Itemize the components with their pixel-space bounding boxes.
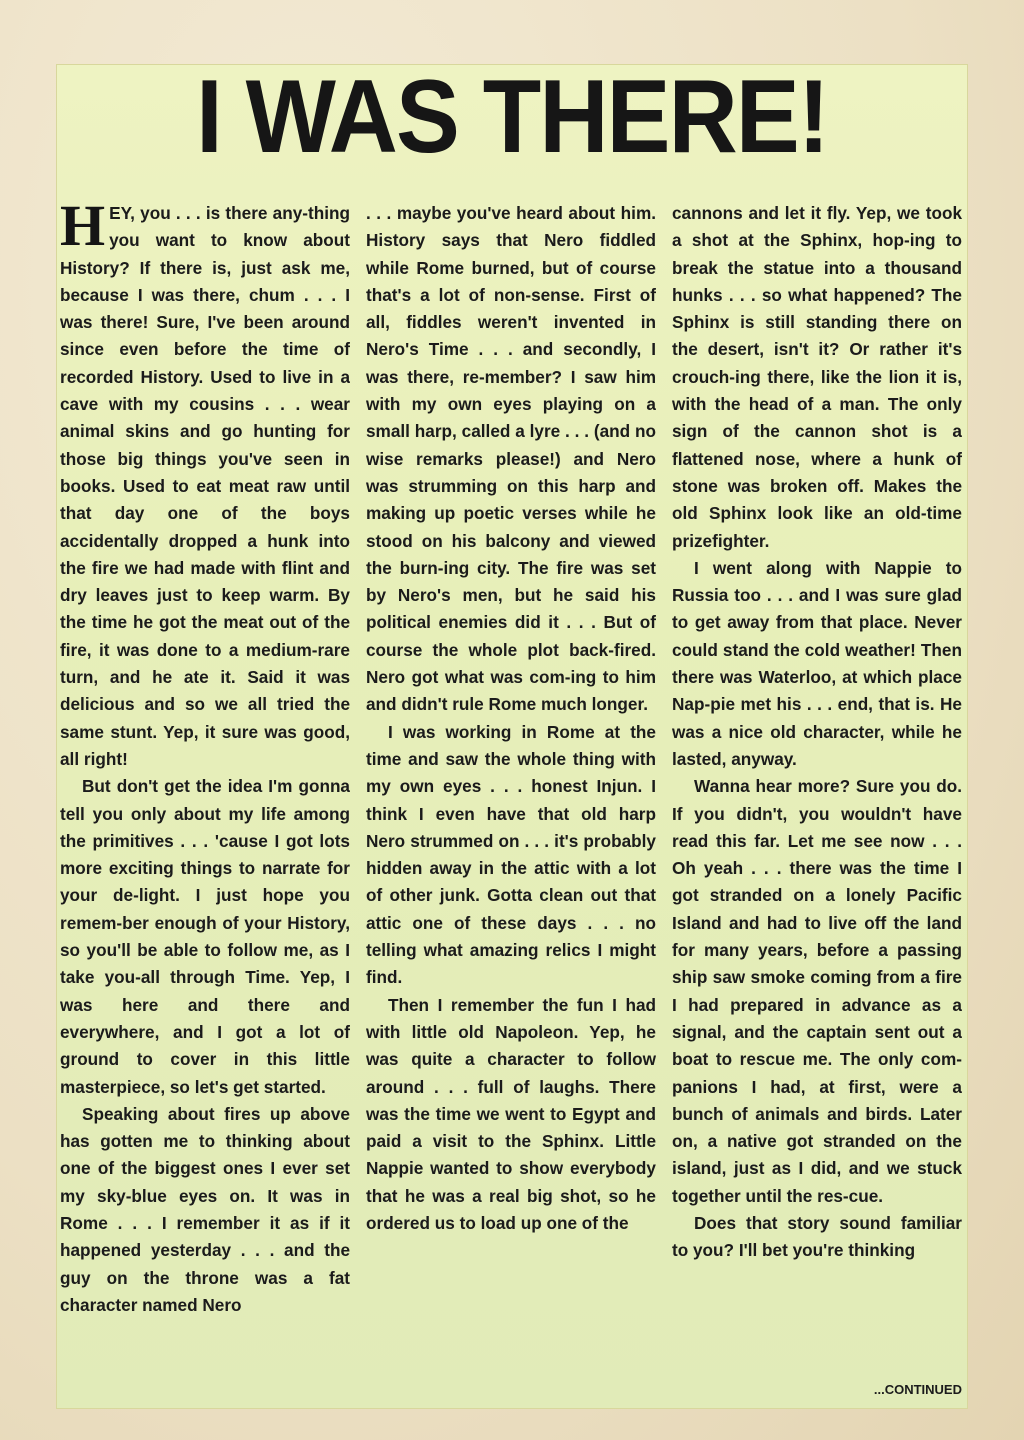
continued-label: ...CONTINUED (873, 1382, 962, 1397)
paragraph: But don't get the idea I'm gonna tell you only about my life among the primitives . . . 'cause I got lots more exciting things to narrate for your de-light. I just hope you remem-ber enough of your History, so you'll be able to follow me, as I take you-all through Time. Yep, I was here and there and everywhere, and I got a lot of ground to cover in this little masterpiece, so let's get started. (60, 776, 350, 1097)
paragraph: I went along with Nappie to Russia too . . . and I was sure glad to get away from that place. Never could stand the cold weather! Then there was Waterloo, at which place Nap-pie met his . . . end, that is. He was a nice old character, while he lasted, anyway. (672, 557, 962, 769)
page-title: I WAS THERE! (196, 59, 828, 175)
paragraph: Wanna hear more? Sure you do. If you didn't, you wouldn't have read this far. Let me see now . . . Oh yeah . . . there was the time I got stranded on a lonely Pacific Island and had to live off the land for many years, before a passing ship saw smoke coming from a fire I had prepared in advance as a signal, and the captain sent out a boat to rescue me. The only com-panions I had, at first, were a bunch of animals and birds. Later on, a native got stranded on the island, just as I did, and we stuck together until the res-cue. (672, 776, 962, 1206)
text-column-1 (60, 200, 350, 1380)
drop-cap: H (60, 200, 106, 258)
paragraph: cannons and let it fly. Yep, we took a shot at the Sphinx, hop-ing to break the statue into a thousand hunks . . . so what happened? The Sphinx is still standing there on the desert, isn't it? Or rather it's crouch-ing there, like the lion it is, with the head of a man. The only sign of the cannon shot is a flattened nose, where a hunk of stone was broken off. Makes the old Sphinx look like an old-time prizefighter. (672, 203, 962, 551)
text-column-3 (672, 200, 962, 1380)
paragraph-text: EY, you . . . is there any-thing you want to know about History? If there is, just ask me, because I was there, chum . . . I was there! Sure, I've been around since even before the time of recorded History. Used to live in a cave with my cousins . . . wear animal skins and go hunting for those big things you've seen in books. Used to eat meat raw until that day one of the boys accidentally dropped a hunk into the fire we had made with flint and dry leaves just to keep warm. By the time he got the meat out of the fire, it was done to a medium-rare turn, and he ate it. Said it was delicious and so we all tried the same stunt. Yep, it sure was good, all right! (60, 203, 350, 769)
paragraph: I was working in Rome at the time and saw the whole thing with my own eyes . . . honest Injun. I think I even have that old harp Nero strummed on . . . it's probably hidden away in the attic with a lot of other junk. Gotta clean out that attic one of these days . . . no telling what amazing relics I might find. (366, 721, 656, 988)
paragraph: Then I remember the fun I had with little old Napoleon. Yep, he was quite a character to follow around . . . full of laughs. There was the time we went to Egypt and paid a visit to the Sphinx. Little Nappie wanted to show everybody that he was a real big shot, so he ordered us to load up one of the (366, 994, 656, 1233)
paragraph: . . . maybe you've heard about him. History says that Nero fiddled while Rome burned, but of course that's a lot of non-sense. First of all, fiddles weren't invented in Nero's Time . . . and secondly, I was there, re-member? I saw him with my own eyes playing on a small harp, called a lyre . . . (and no wise remarks please!) and Nero was strumming on this harp and making up poetic verses while he stood on his balcony and viewed the burn-ing city. The fire was set by Nero's men, but he said his political enemies did it . . . But of course the whole plot back-fired. Nero got what was com-ing to him and didn't rule Rome much longer. (366, 203, 656, 715)
paragraph: Speaking about fires up above has gotten me to thinking about one of the biggest ones I ever set my sky-blue eyes on. It was in Rome . . . I remember it as if it happened yesterday . . . and the guy on the throne was a fat character named Nero (60, 1103, 350, 1315)
text-column-2 (366, 200, 656, 1380)
paragraph: Does that story sound familiar to you? I'll bet you're thinking (672, 1212, 962, 1261)
paragraph (60, 200, 350, 773)
